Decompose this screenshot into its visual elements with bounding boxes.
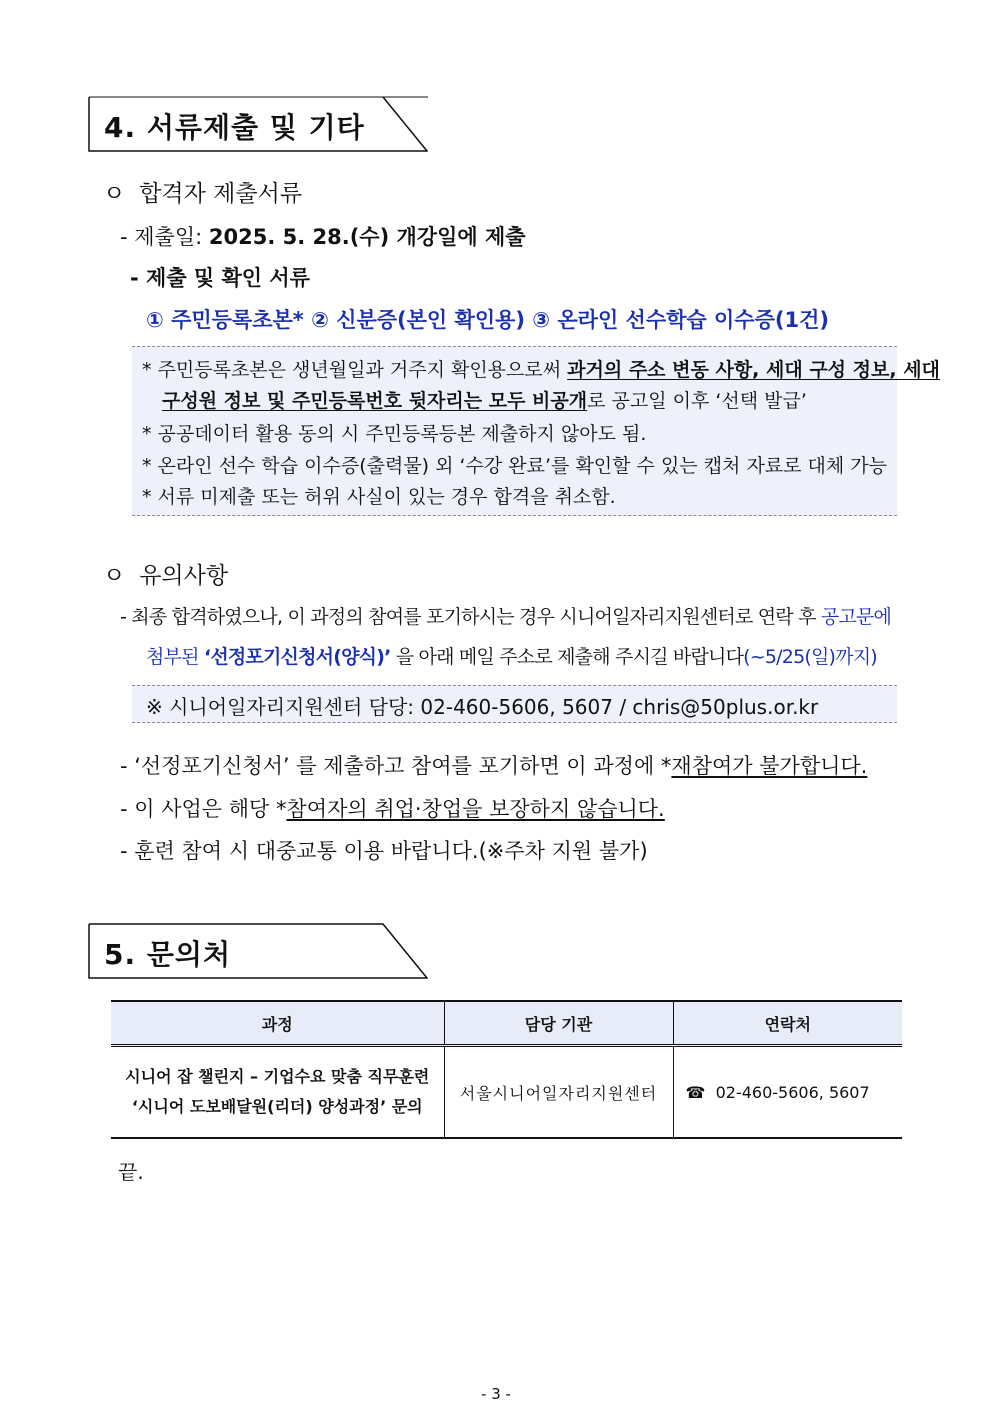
note-2: * 공공데이터 활용 동의 시 주민등록등본 제출하지 않아도 됨. <box>142 423 647 445</box>
phone-cell <box>673 1046 902 1139</box>
caution-3-emphasis: 참여자의 취업·창업을 보장하지 않습니다. <box>286 797 665 821</box>
required-docs-list: ① 주민등록초본* ② 신분증(본인 확인용) ③ 온라인 선수학습 이수증(1건) <box>146 308 829 332</box>
caution-1-line-2 <box>146 642 877 669</box>
section5-title: 5. 문의처 <box>104 938 232 971</box>
note-3: * 온라인 선수 학습 이수증(출력물) 외 ‘수강 완료’를 확인할 수 있는 캡처 자료로 대체 가능 <box>142 455 887 477</box>
cautions-heading-row <box>103 557 228 590</box>
caution-1b-blue-text: 첨부된 <box>146 646 204 668</box>
course-cell <box>111 1046 444 1139</box>
header-course: 과정 <box>111 1001 444 1046</box>
section4-title: 4. 서류제출 및 기타 <box>104 111 365 144</box>
submission-date-row <box>120 221 526 251</box>
deadline-text: (~5/25(일)까지) <box>743 646 877 668</box>
header-contact: 연락처 <box>673 1001 902 1046</box>
caution-1-blue-text: 공고문에 <box>820 606 892 628</box>
section4-heading <box>88 96 428 152</box>
end-mark: 끝. <box>118 1160 144 1184</box>
telephone-icon: ☎ <box>685 1082 706 1102</box>
note-1-text: * 주민등록초본은 생년월일과 거주지 확인용으로써 <box>142 359 568 381</box>
cautions-heading: 유의사항 <box>139 563 229 589</box>
contact-table <box>111 1000 902 1139</box>
section5-heading <box>88 923 428 979</box>
caution-3-text: - 이 사업은 해당 * <box>120 797 287 821</box>
docs-heading: 합격자 제출서류 <box>139 181 303 207</box>
page-number: - 3 - <box>481 1385 511 1403</box>
caution-1-text: - 최종 합격하였으나, 이 과정의 참여를 포기하시는 경우 시니어일자리지원센터로 연락 후 <box>120 606 821 628</box>
caution-2 <box>120 750 867 780</box>
confirm-docs-label: - 제출 및 확인 서류 <box>130 266 310 290</box>
note-1 <box>142 355 940 382</box>
org-cell: 서울시니어일자리지원센터 <box>444 1046 673 1139</box>
caution-1b-text: 을 아래 메일 주소로 제출해 주시길 바랍니다 <box>390 646 744 668</box>
docs-heading-row <box>103 175 302 208</box>
caution-1-line-1 <box>120 602 891 629</box>
circle-bullet-icon: ㅇ <box>103 563 126 589</box>
note-1b-text: 로 공고일 이후 ‘선택 발급’ <box>587 390 807 412</box>
note-1-continued <box>162 386 807 413</box>
caution-2-text: - ‘선정포기신청서’ 를 제출하고 참여를 포기하면 이 과정에 * <box>120 754 672 778</box>
submission-date-label: - 제출일: <box>120 225 209 249</box>
contact-info-text: ※ 시니어일자리지원센터 담당: 02-460-5606, 5607 / chris@50plus.or.kr <box>146 695 819 719</box>
docs-notes-box <box>132 346 940 516</box>
course-line-1: 시니어 잡 챌린지 – 기업수요 맞춤 직무훈련 <box>125 1067 430 1086</box>
note-4: * 서류 미제출 또는 허위 사실이 있는 경우 합격을 취소함. <box>142 486 616 508</box>
caution-4: - 훈련 참여 시 대중교통 이용 바랍니다.(※주차 지원 불가) <box>120 839 648 863</box>
caution-2-emphasis: 재참여가 불가합니다. <box>671 754 868 778</box>
caution-3 <box>120 793 665 823</box>
submission-date-value: 2025. 5. 28.(수) 개강일에 제출 <box>208 225 526 249</box>
note-1-emphasis: 과거의 주소 변동 사항, 세대 구성 정보, 세대 <box>567 359 940 381</box>
note-1b-emphasis: 구성원 정보 및 주민등록번호 뒷자리는 모두 비공개 <box>162 390 588 412</box>
course-line-2: ‘시니어 도보배달원(리더) 양성과정’ 문의 <box>131 1097 423 1116</box>
contact-info-box <box>132 685 897 723</box>
table-row <box>111 1046 902 1139</box>
phone-number: 02-460-5606, 5607 <box>715 1082 870 1102</box>
table-header-row <box>111 1001 902 1046</box>
circle-bullet-icon: ㅇ <box>103 181 126 207</box>
header-org: 담당 기관 <box>444 1001 673 1046</box>
withdrawal-form-name: ‘선정포기신청서(양식)’ <box>203 646 391 668</box>
